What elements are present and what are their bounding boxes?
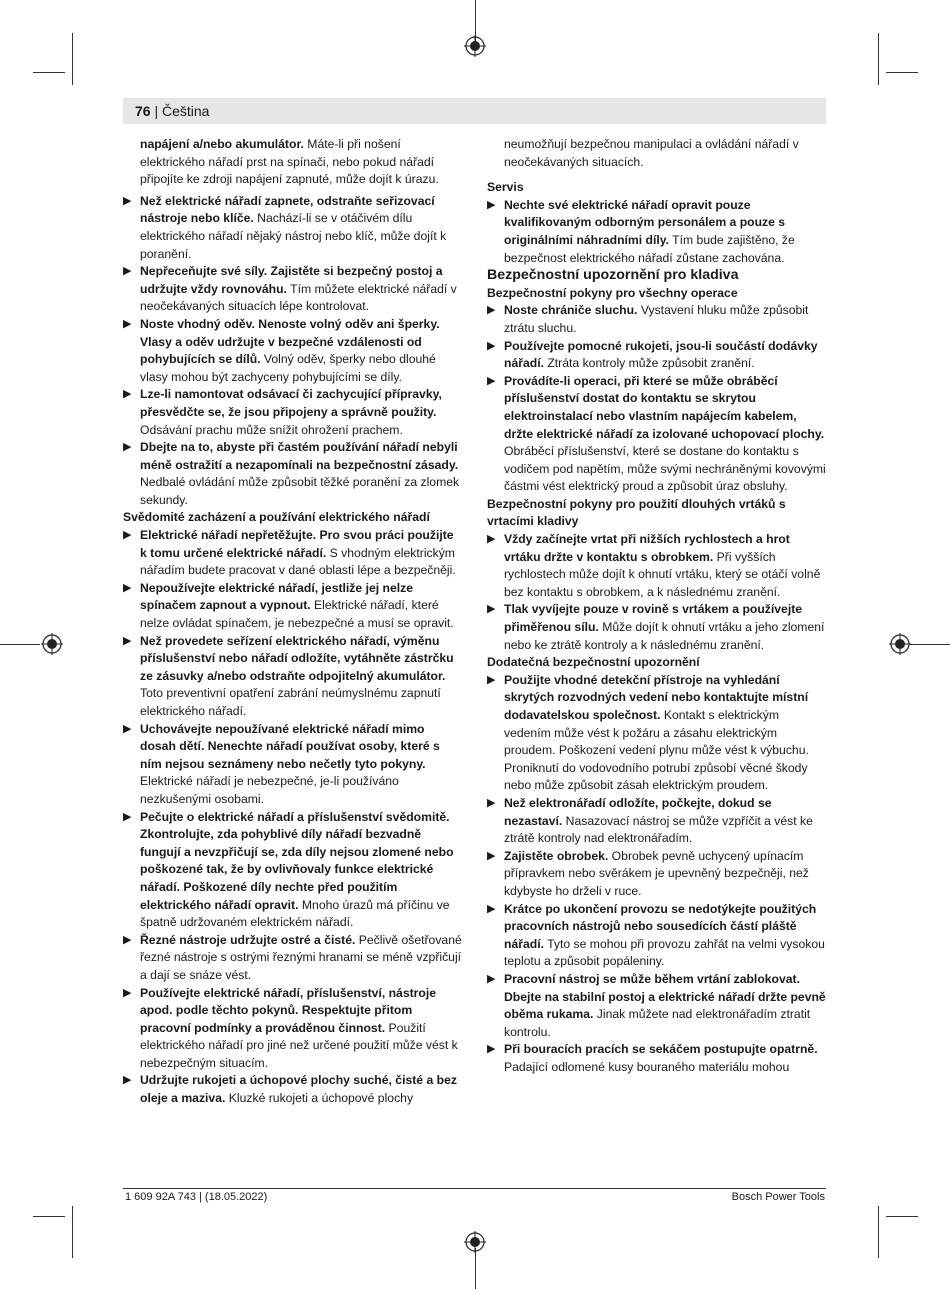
bullet-item bbox=[487, 338, 827, 373]
left-items-a bbox=[123, 193, 463, 510]
bullet-triangle-icon: ▶ bbox=[487, 849, 496, 862]
footer-rule bbox=[123, 1188, 826, 1189]
bullet-triangle-icon: ▶ bbox=[487, 533, 496, 546]
bullet-bold-text: Než provedete seřízení elektrického nářadí, výměnu příslušenství nebo nářadí odložíte, vytáhněte zástrčku ze zásuvky a/nebo odstraňte odpojitelný akumulátor. bbox=[140, 633, 454, 683]
bullet-body-text: Může dojít k ohnutí vrtáku a jeho zlomení nebo ke ztrátě kontroly a k následnému zranění. bbox=[504, 620, 825, 652]
page-number: 76 bbox=[135, 103, 151, 119]
bullet-body-text: Pečlivě ošetřované řezné nástroje s ostrými řeznými hranami se méně vzpřičují a dají se snáze vést. bbox=[140, 932, 462, 982]
bullet-bold-text: Používejte elektrické nářadí, příslušenství, nástroje apod. podle těchto pokynů. Respektujte přitom pracovní podmínky a prováděnou činnost. bbox=[140, 985, 437, 1035]
items-3 bbox=[487, 672, 827, 1077]
bullet-triangle-icon: ▶ bbox=[123, 441, 132, 454]
bullet-triangle-icon: ▶ bbox=[123, 810, 132, 823]
bullet-body-text: Použití elektrického nářadí pro jiné než určené použití může vést k nebezpečným situacím. bbox=[140, 1020, 458, 1070]
page-header-bar bbox=[123, 98, 826, 124]
bullet-bold-text: Udržujte rukojeti a úchopové plochy suché, čisté a bez oleje a maziva. bbox=[140, 1073, 457, 1106]
right-intro: neumožňují bezpečnou manipulaci a ovládání nářadí v neočekávaných situacích. bbox=[504, 137, 799, 169]
bullet-body-text: Nedbalé ovládání může způsobit těžké poranění za zlomek sekundy. bbox=[140, 475, 460, 507]
bullet-triangle-icon: ▶ bbox=[123, 194, 132, 207]
subheading-1: Bezpečnostní pokyny pro všechny operace bbox=[487, 285, 738, 300]
servis-items bbox=[487, 197, 827, 267]
bullet-item bbox=[487, 901, 827, 971]
bullet-triangle-icon: ▶ bbox=[487, 198, 496, 211]
bullet-item bbox=[123, 809, 463, 932]
bullet-item bbox=[487, 1041, 827, 1076]
bullet-item bbox=[123, 527, 463, 580]
bullet-bold-text: Pečujte o elektrické nářadí a příslušenství svědomitě. Zkontrolujte, zda pohyblivé díly nářadí bezvadně fungují a nevzpřičují se, zda díly nejsou zlomené nebo poškozené tak, že by ovlivňovaly funkce elektrické nářadí. Poškozené díly nechte před použitím elektrického nářadí opravit. bbox=[140, 809, 454, 912]
footer-doc-id: 1 609 92A 743 | (18.05.2022) bbox=[125, 1191, 268, 1203]
bullet-body-text: Odsávání prachu může snížit ohrožení prachem. bbox=[140, 422, 403, 437]
footer-brand: Bosch Power Tools bbox=[731, 1191, 825, 1203]
bullet-triangle-icon: ▶ bbox=[487, 339, 496, 352]
items-2 bbox=[487, 531, 827, 654]
registration-mark-left bbox=[41, 633, 63, 655]
bullet-body-text: Elektrické nářadí, které nelze ovládat spínačem, je nebezpečné a musí se opravit. bbox=[140, 598, 454, 631]
bullet-bold-text: Lze-li namontovat odsávací či zachycující přípravky, přesvědčte se, že jsou připojeny a správně použity. bbox=[140, 387, 442, 419]
bullet-triangle-icon: ▶ bbox=[123, 722, 132, 735]
bullet-body-text: Obrobek pevně uchycený upínacím přípravkem nebo svěrákem je upevněný bezpečněji, než kdybyste ho drželi v ruce. bbox=[504, 848, 809, 898]
bullet-body-text: Volný oděv, šperky nebo dlouhé vlasy mohou být zachyceny pohybujícími se díly. bbox=[140, 352, 436, 384]
bullet-bold-text: Zajistěte obrobek. bbox=[504, 848, 609, 863]
bullet-bold-text: Nepřeceňujte své síly. Zajistěte si bezpečný postoj a udržujte vždy rovnováhu. bbox=[140, 264, 443, 296]
registration-mark-top bbox=[464, 35, 486, 57]
bullet-item bbox=[487, 531, 827, 601]
bullet-triangle-icon: ▶ bbox=[487, 902, 496, 915]
bullet-bold-text: Noste vhodný oděv. Nenoste volný oděv ani šperky. Vlasy a oděv udržujte v bezpečné vzdálenosti od pohybujících se dílů. bbox=[140, 316, 440, 367]
bullet-body-text: Tím bude zajištěno, že bezpečnost elektrického nářadí zůstane zachována. bbox=[504, 232, 795, 265]
bullet-body-text: Tyto se mohou při provozu zahřát na velmi vysokou teplotu a způsobit popáleniny. bbox=[504, 936, 825, 969]
bullet-bold-text: Nechte své elektrické nářadí opravit pouze kvalifikovaným odborným personálem a pouze s originálními náhradními díly. bbox=[504, 197, 786, 247]
bullet-bold-text: Provádíte-li operaci, při které se může obráběcí příslušenství dostat do kontaktu se skrytou elektroinstalací nebo vlastním napájecím kabelem, držte elektrické nářadí za izolované uchopovací plochy. bbox=[504, 373, 825, 441]
bullet-bold-text: Nepoužívejte elektrické nářadí, jestliže jej nelze spínačem zapnout a vypnout. bbox=[140, 580, 413, 613]
bullet-body-text: Tím můžete elektrické nářadí v neočekávaných situacích lépe kontrolovat. bbox=[140, 281, 457, 314]
servis-heading: Servis bbox=[487, 180, 524, 195]
bullet-triangle-icon: ▶ bbox=[487, 972, 496, 985]
subheading-2: Bezpečnostní pokyny pro použití dlouhých vrtáků s vrtacími kladivy bbox=[487, 496, 786, 529]
bullet-item bbox=[487, 848, 827, 901]
right-column bbox=[487, 136, 827, 1076]
main-heading: Bezpečnostní upozornění pro kladiva bbox=[487, 267, 739, 284]
page-language: Čeština bbox=[162, 103, 210, 119]
bullet-bold-text: Než elektronářadí odložíte, počkejte, dokud se nezastaví. bbox=[504, 795, 772, 828]
bullet-item bbox=[487, 971, 827, 1041]
bullet-item bbox=[123, 316, 463, 386]
bullet-bold-text: Pracovní nástroj se může během vrtání zablokovat. Dbejte na stabilní postoj a elektrické nářadí držte pevně oběma rukama. bbox=[504, 971, 826, 1022]
bullet-bold-text: Krátce po ukončení provozu se nedotýkejte použitých pracovních nástrojů nebo sousedících částí pláště nářadí. bbox=[504, 901, 817, 951]
section-subheading: Svědomité zacházení a používání elektrického nářadí bbox=[123, 510, 430, 525]
bullet-item bbox=[487, 373, 827, 496]
bullet-body-text: Vystavení hluku může způsobit ztrátu sluchu. bbox=[504, 303, 809, 335]
bullet-item bbox=[487, 302, 827, 337]
bullet-bold-text: Tlak vyvíjejte pouze v rovině s vrtákem a používejte přiměřenou sílu. bbox=[504, 602, 803, 635]
bullet-body-text: Nasazovací nástroj se může vzpříčit a vést ke ztrátě kontroly nad elektronářadím. bbox=[504, 813, 813, 846]
bullet-bold-text: napájení a/nebo akumulátor. bbox=[140, 137, 304, 151]
registration-mark-right bbox=[889, 633, 911, 655]
bullet-item bbox=[123, 721, 463, 809]
bullet-body-text: Padající odlomené kusy bouraného materiálu mohou bbox=[504, 1059, 790, 1074]
left-intro bbox=[123, 136, 463, 189]
bullet-bold-text: Používejte pomocné rukojeti, jsou-li součástí dodávky nářadí. bbox=[504, 338, 818, 371]
bullet-bold-text: Noste chrániče sluchu. bbox=[504, 303, 638, 318]
bullet-triangle-icon: ▶ bbox=[123, 986, 132, 999]
page-header: 76 | Čeština bbox=[135, 103, 210, 119]
bullet-body-text: Mnoho úrazů má příčinu ve špatně udržovaném elektrickém nářadí. bbox=[140, 897, 450, 930]
registration-mark-bottom bbox=[464, 1231, 486, 1253]
bullet-bold-text: Uchovávejte nepoužívané elektrické nářadí mimo dosah dětí. Nenechte nářadí používat osoby, které s ním nejsou seznámeny nebo nečetly tyto pokyny. bbox=[140, 721, 440, 771]
bullet-item bbox=[123, 932, 463, 985]
bullet-item bbox=[123, 439, 463, 509]
bullet-body-text: Obráběcí příslušenství, které se dostane do kontaktu s vodičem pod napětím, může svými nechráněnými kovovými částmi vést elektrický proud a způsobit úraz obsluhy. bbox=[504, 444, 826, 494]
bullet-body-text: Elektrické nářadí je nebezpečné, je-li používáno nezkušenými osobami. bbox=[140, 774, 399, 806]
bullet-bold-text: Dbejte na to, abyste při častém používání nářadí nebyli méně ostražití a nezapomínali na bezpečnostní zásady. bbox=[140, 440, 459, 472]
bullet-item bbox=[123, 580, 463, 633]
bullet-bold-text: Elektrické nářadí nepřetěžujte. Pro svou práci použijte k tomu určené elektrické nářadí. bbox=[140, 528, 454, 560]
bullet-triangle-icon: ▶ bbox=[123, 581, 132, 594]
bullet-item bbox=[123, 985, 463, 1073]
bullet-triangle-icon: ▶ bbox=[487, 374, 496, 387]
bullet-bold-text: Při bouracích pracích se sekáčem postupujte opatrně. bbox=[504, 1042, 818, 1057]
bullet-body-text: Ztráta kontroly může způsobit zranění. bbox=[543, 356, 755, 371]
bullet-triangle-icon: ▶ bbox=[123, 388, 132, 401]
bullet-item bbox=[123, 386, 463, 439]
items-1 bbox=[487, 302, 827, 496]
bullet-body-text: Máte-li při nošení elektrického nářadí prst na spínači, nebo pokud nářadí připojíte ke zdroji napájení zapnuté, může dojít k úrazu. bbox=[140, 137, 439, 187]
bullet-triangle-icon: ▶ bbox=[123, 634, 132, 647]
bullet-bold-text: Vždy začínejte vrtat při nižších rychlostech a hrot vrtáku držte v kontaktu s obrobkem. bbox=[504, 532, 790, 564]
bullet-triangle-icon: ▶ bbox=[123, 265, 132, 278]
bullet-item bbox=[123, 193, 463, 263]
bullet-item bbox=[487, 601, 827, 654]
bullet-bold-text: Než elektrické nářadí zapnete, odstraňte seřizovací nástroje nebo klíče. bbox=[140, 193, 435, 226]
bullet-item bbox=[123, 263, 463, 316]
bullet-body-text: Kluzké rukojeti a úchopové plochy bbox=[225, 1091, 414, 1106]
bullet-item bbox=[123, 1072, 463, 1107]
bullet-triangle-icon: ▶ bbox=[487, 603, 496, 616]
bullet-bold-text: Použijte vhodné detekční přístroje na vyhledání skrytých rozvodných vedení nebo kontaktujte místní dodavatelskou společnost. bbox=[504, 672, 809, 722]
bullet-body-text: Toto preventivní opatření zabrání neúmyslnému zapnutí elektrického nářadí. bbox=[140, 686, 441, 718]
subheading-3: Dodatečná bezpečnostní upozornění bbox=[487, 655, 700, 670]
paragraph bbox=[123, 136, 463, 189]
bullet-triangle-icon: ▶ bbox=[487, 673, 496, 686]
bullet-triangle-icon: ▶ bbox=[487, 1043, 496, 1056]
bullet-triangle-icon: ▶ bbox=[123, 1074, 132, 1087]
bullet-triangle-icon: ▶ bbox=[487, 304, 496, 317]
bullet-body-text: Při vyšších rychlostech může dojít k ohnutí vrtáku, který se otáčí volně bez kontaktu s obrobkem, a k následnému zranění. bbox=[504, 549, 821, 599]
left-column bbox=[123, 136, 463, 1108]
bullet-item bbox=[487, 795, 827, 848]
bullet-body-text: Kontakt s elektrickým vedením může vést k požáru a zásahu elektrickým proudem. Poškození vedení plynu může vést k výbuchu. Proniknutí do vodovodního potrubí způsobí věcné škody nebo může způsobit zásah elektrickým proudem. bbox=[504, 708, 809, 793]
left-items-b bbox=[123, 527, 463, 1108]
bullet-body-text: Jinak můžete nad elektronářadím ztratit kontrolu. bbox=[504, 1007, 811, 1039]
bullet-triangle-icon: ▶ bbox=[487, 796, 496, 809]
bullet-triangle-icon: ▶ bbox=[123, 317, 132, 330]
bullet-triangle-icon: ▶ bbox=[123, 933, 132, 946]
bullet-triangle-icon: ▶ bbox=[123, 529, 132, 542]
bullet-item bbox=[123, 633, 463, 721]
bullet-body-text: S vhodným elektrickým nářadím budete pracovat v dané oblasti lépe a bezpečněji. bbox=[140, 545, 456, 578]
bullet-body-text: Nachází-li se v otáčivém dílu elektrického nářadí nějaký nástroj nebo klíč, může dojít k poranění. bbox=[140, 211, 447, 261]
bullet-item bbox=[487, 197, 827, 267]
bullet-bold-text: Řezné nástroje udržujte ostré a čisté. bbox=[140, 932, 356, 947]
bullet-item bbox=[487, 672, 827, 795]
